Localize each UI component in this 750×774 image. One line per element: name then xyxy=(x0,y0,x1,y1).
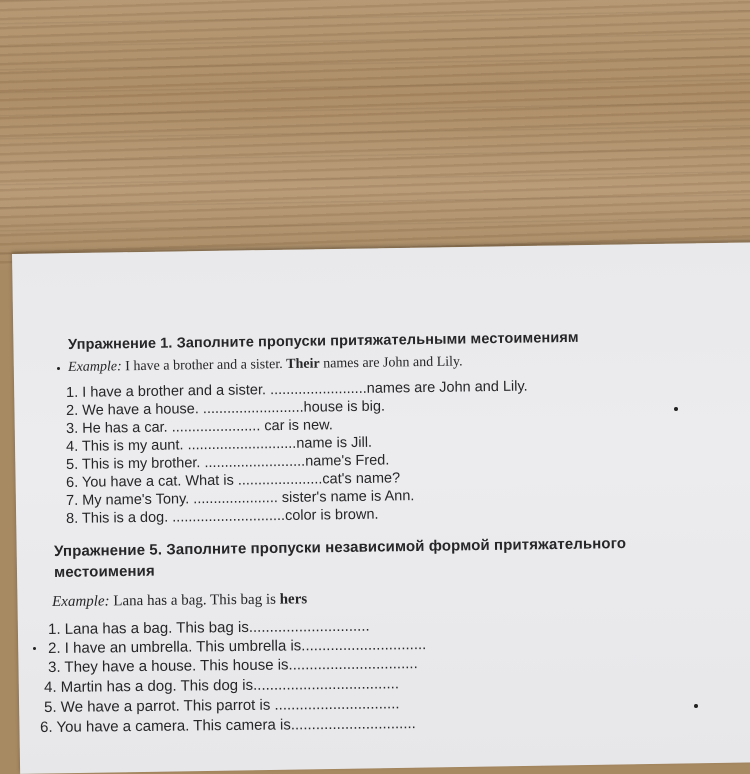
exercise5-example xyxy=(52,591,307,611)
exercise1-item: 2. We have a house. .........................house is big. xyxy=(66,398,386,419)
exercise5-item: 5. We have a parrot. This parrot is .............................. xyxy=(44,695,400,716)
example-text: Lana has a bag. This bag is xyxy=(113,591,276,610)
exercise5-item: 3. They have a house. This house is............................... xyxy=(48,655,418,676)
example-text: I have a brother and a sister. xyxy=(125,357,283,375)
exercise5-item: 2. I have an umbrella. This umbrella is.............................. xyxy=(48,636,427,657)
example-bold: Their xyxy=(286,356,320,372)
exercise5-item: 4. Martin has a dog. This dog is................................... xyxy=(44,675,400,696)
exercise1-item: 3. He has a car. ...................... car is new. xyxy=(66,417,333,437)
ink-speck xyxy=(674,407,678,411)
exercise1-item: 8. This is a dog. ............................color is brown. xyxy=(66,506,379,527)
example-label: Example: xyxy=(68,359,122,375)
exercise5-heading: Упражнение 5. Заполните пропуски независимой формой притяжательного xyxy=(54,535,627,560)
ink-speck xyxy=(57,367,60,370)
exercise1-item: 4. This is my aunt. ...........................name is Jill. xyxy=(66,434,373,455)
example-bold: hers xyxy=(279,591,308,608)
exercise5-heading-line2: местоимения xyxy=(54,562,155,581)
ink-speck xyxy=(694,704,698,708)
exercise5-item: 6. You have a camera. This camera is.............................. xyxy=(40,715,416,736)
exercise1-heading: Упражнение 1. Заполните пропуски притяжательными местоимениям xyxy=(68,329,579,353)
example-label: Example: xyxy=(52,593,110,610)
ink-speck xyxy=(33,647,36,650)
exercise1-item: 6. You have a cat. What is .....................cat's name? xyxy=(66,470,401,491)
exercise1-item: 1. I have a brother and a sister. ........................names are John and Lily. xyxy=(66,378,528,401)
exercise5-item: 1. Lana has a bag. This bag is............................. xyxy=(48,617,370,638)
exercise1-example xyxy=(68,354,463,376)
example-rest: names are John and Lily. xyxy=(323,354,463,372)
exercise1-item: 5. This is my brother. .........................name's Fred. xyxy=(66,452,390,473)
exercise1-item: 7. My name's Tony. ..................... sister's name is Ann. xyxy=(66,488,415,509)
